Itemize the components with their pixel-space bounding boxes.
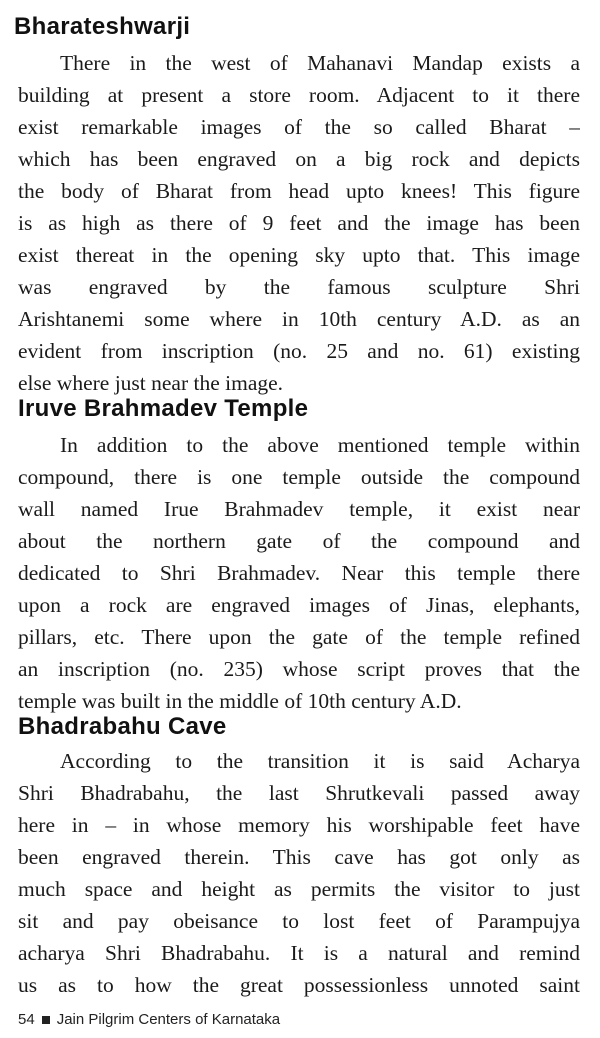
section-text-iruve-brahmadev-temple — [18, 429, 580, 717]
square-bullet-icon — [42, 1016, 50, 1024]
text-line: pillars, etc. There upon the gate of the temple refined — [18, 625, 580, 649]
text-line: is as high as there of 9 feet and the image has been — [18, 211, 580, 235]
text-line: Shri Bhadrabahu, the last Shrutkevali passed away — [18, 781, 580, 805]
section-heading-bharateshwarji: Bharateshwarji — [14, 13, 191, 40]
text-line: wall named Irue Brahmadev temple, it exist near — [18, 497, 580, 521]
text-line: sit and pay obeisance to lost feet of Parampujya — [18, 909, 580, 933]
text-line: much space and height as permits the visitor to just — [18, 877, 580, 901]
text-line: building at present a store room. Adjacent to it there — [18, 83, 580, 107]
text-line: upon a rock are engraved images of Jinas, elephants, — [18, 593, 580, 617]
book-title: Jain Pilgrim Centers of Karnataka — [56, 1011, 281, 1028]
section-heading-iruve-brahmadev-temple: Iruve Brahmadev Temple — [18, 395, 309, 422]
text-line: dedicated to Shri Brahmadev. Near this temple there — [18, 561, 580, 585]
section-heading-bhadrabahu-cave: Bhadrabahu Cave — [18, 713, 227, 740]
text-line: Arishtanemi some where in 10th century A.D. as an — [18, 307, 580, 331]
text-line: According to the transition it is said Acharya — [60, 749, 580, 773]
text-line: about the northern gate of the compound and — [18, 529, 580, 553]
text-line: been engraved therein. This cave has got only as — [18, 845, 580, 869]
text-line: which has been engraved on a big rock and depicts — [18, 147, 580, 171]
text-line: exist remarkable images of the so called Bharat – — [18, 115, 580, 139]
text-line: acharya Shri Bhadrabahu. It is a natural and remind — [18, 941, 580, 965]
text-line: temple was built in the middle of 10th century A.D. — [18, 689, 462, 713]
text-line: us as to how the great possessionless unnoted saint — [18, 973, 580, 997]
text-line: In addition to the above mentioned temple within — [60, 433, 580, 457]
page-number: 54 — [18, 1011, 35, 1028]
text-line: the body of Bharat from head upto knees! This figure — [18, 179, 580, 203]
text-line: was engraved by the famous sculpture Shri — [18, 275, 580, 299]
section-text-bhadrabahu-cave — [18, 745, 580, 1001]
text-line: compound, there is one temple outside the compound — [18, 465, 580, 489]
text-line: evident from inscription (no. 25 and no. 61) existing — [18, 339, 580, 363]
text-line: here in – in whose memory his worshipable feet have — [18, 813, 580, 837]
text-line: else where just near the image. — [18, 371, 284, 395]
text-line: There in the west of Mahanavi Mandap exists a — [60, 51, 580, 75]
text-line: an inscription (no. 235) whose script proves that the — [18, 657, 580, 681]
page-footer — [18, 1010, 280, 1030]
section-text-bharateshwarji — [18, 47, 580, 399]
text-line: exist thereat in the opening sky upto that. This image — [18, 243, 580, 267]
